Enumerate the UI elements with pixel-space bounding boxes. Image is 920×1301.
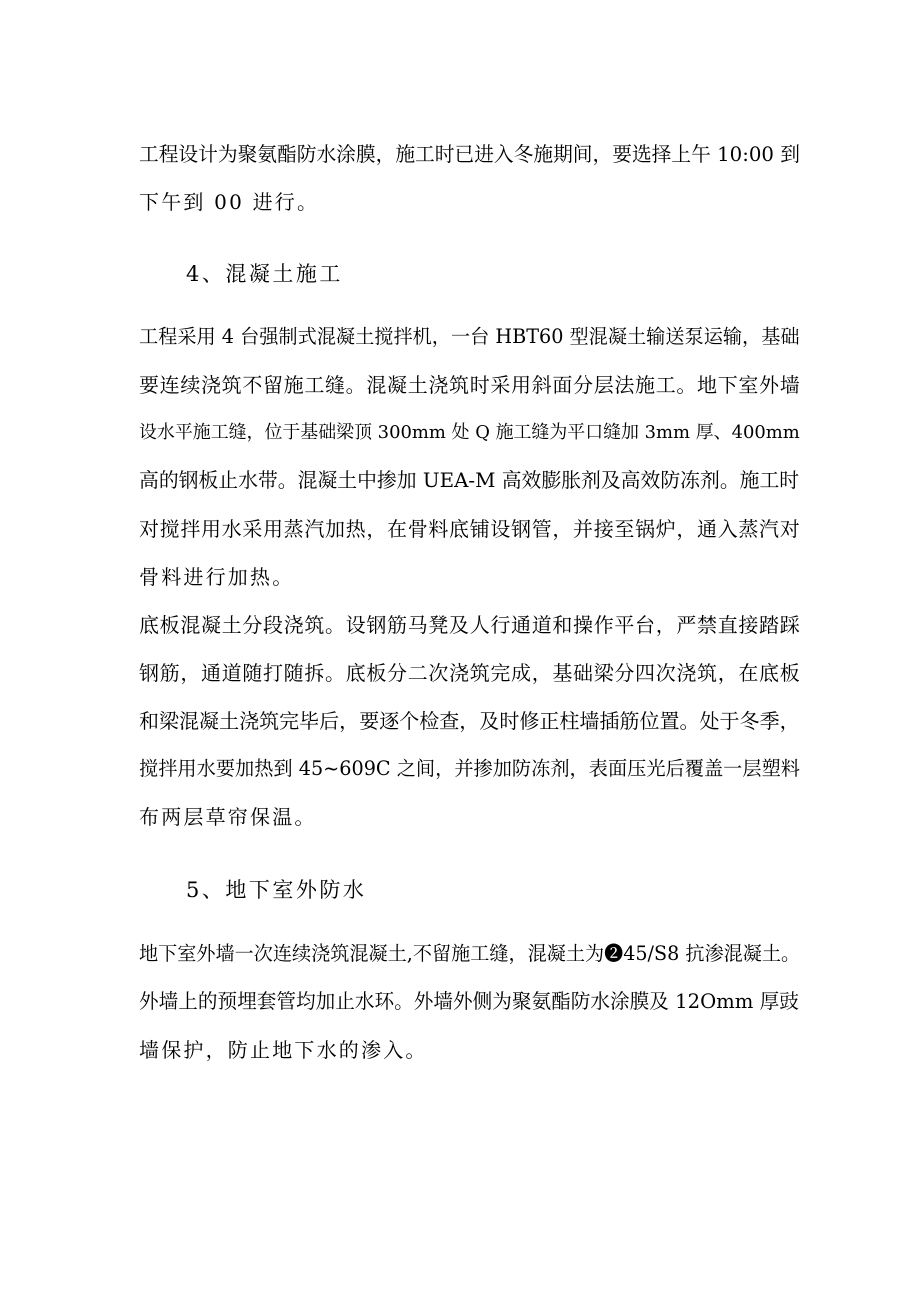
paragraph-2-line-5: 对搅拌用水采用蒸汽加热，在骨料底铺设钢管，并接至锅炉，通入蒸汽对	[139, 517, 801, 541]
paragraph-3-line-1: 底板混凝土分段浇筑。设钢筋马凳及人行通道和操作平台，严禁直接踏踩	[139, 613, 801, 637]
paragraph-3-line-3: 和梁混凝土浇筑完毕后，要逐个检查，及时修正柱墙插筋位置。处于冬季，	[139, 709, 800, 733]
paragraph-1-line-2: 下午到 00 进行。	[139, 190, 320, 214]
section-heading-4: 4、混凝土施工	[186, 262, 343, 286]
paragraph-3-line-5: 布两层草帘保温。	[139, 805, 317, 829]
paragraph-4-line-1: 地下室外墙一次连续浇筑混凝土,不留施工缝，混凝土为❷45/S8 抗渗混凝土。	[139, 942, 801, 965]
paragraph-2-line-4: 高的钢板止水带。混凝土中掺加 UEA-M 高效膨胀剂及高效防冻剂。施工时	[139, 469, 800, 492]
paragraph-4-line-2: 外墙上的预埋套管均加止水环。外墙外侧为聚氨酯防水涂膜及 12Omm 厚豉	[139, 990, 799, 1013]
paragraph-2-line-3: 设水平施工缝，位于基础梁顶 300mm 处 Q 施工缝为平口缝加 3mm 厚、400mm	[139, 422, 800, 443]
paragraph-2-line-6: 骨料进行加热。	[139, 565, 295, 589]
paragraph-1-line-1: 工程设计为聚氨酯防水涂膜，施工时已进入冬施期间，要选择上午 10:00 到	[139, 143, 800, 166]
paragraph-3-line-4: 搅拌用水要加热到 45~609C 之间，并掺加防冻剂，表面压光后覆盖一层塑料	[139, 757, 800, 780]
paragraph-4-line-3: 墙保护，防止地下水的渗入。	[139, 1038, 428, 1062]
paragraph-2-line-1: 工程采用 4 台强制式混凝土搅拌机，一台 HBT60 型混凝土输送泵运输，基础	[139, 325, 800, 348]
paragraph-2-line-2: 要连续浇筑不留施工缝。混凝土浇筑时采用斜面分层法施工。地下室外墙	[139, 373, 801, 397]
paragraph-3-line-2: 钢筋，通道随打随拆。底板分二次浇筑完成，基础梁分四次浇筑，在底板	[139, 661, 801, 685]
section-heading-5: 5、地下室外防水	[186, 878, 367, 902]
